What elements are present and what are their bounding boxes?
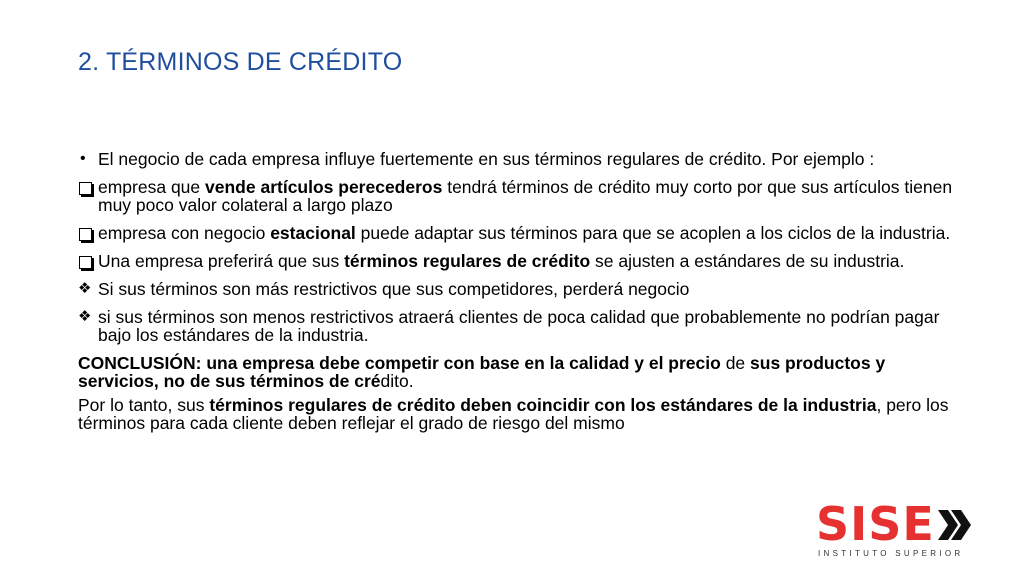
chevron-right-icon [938, 508, 972, 542]
item-bold-text: términos regulares de crédito [344, 251, 591, 271]
square-bullet-icon [78, 178, 98, 196]
item-text: tendrá términos de crédito muy corto por que sus artículos tienen muy poco valor colateral a largo plazo [98, 177, 953, 215]
conclusion-text-2: dito. [380, 371, 414, 391]
conclusion-text-1: de [720, 353, 751, 373]
diamond-item-restrictive [78, 280, 958, 298]
diamond-bullet-icon: ❖ [78, 308, 92, 325]
item-text: puede adaptar sus términos para que se acoplen a los ciclos de la industria. [355, 223, 951, 243]
item-text: se ajusten a estándares de su industria. [590, 251, 905, 271]
checkbox-item-standards [78, 252, 958, 270]
conclusion-bold-1: CONCLUSIÓN: una empresa debe competir con base en la calidad y el precio [78, 353, 721, 373]
item-text: empresa con negocio [98, 223, 271, 243]
logo-subtitle: INSTITUTO SUPERIOR [818, 549, 964, 558]
bullet-item [78, 150, 958, 168]
item-text: Si sus términos son más restrictivos que sus competidores, perderá negocio [98, 279, 690, 299]
final-bold: términos regulares de crédito deben coincidir con los estándares de la industria [209, 395, 877, 415]
conclusion-paragraph [78, 354, 958, 390]
slide-title: 2. TÉRMINOS DE CRÉDITO [78, 48, 403, 76]
item-text: si sus términos son menos restrictivos atraerá clientes de poca calidad que probablemente no podrían pagar bajo los estándares de la industria. [98, 307, 940, 345]
checkbox-item-seasonal [78, 224, 958, 242]
item-text: empresa que [98, 177, 206, 197]
final-text-2: , pero los términos para cada cliente deben reflejar el grado de riesgo del mismo [78, 395, 949, 433]
bullet-dot-icon: • [80, 150, 86, 167]
final-text-1: Por lo tanto, sus [78, 395, 210, 415]
diamond-item-less-restrictive [78, 308, 958, 344]
conclusion-bold-2: sus productos y servicios, no de sus términos de cré [78, 353, 886, 391]
item-bold-text: vende artículos perecederos [205, 177, 443, 197]
bullet-text: El negocio de cada empresa influye fuertemente en sus términos regulares de crédito. Por ejemplo : [98, 149, 875, 169]
checkbox-item-perishable [78, 178, 958, 214]
item-bold-text: estacional [270, 223, 356, 243]
diamond-bullet-icon: ❖ [78, 280, 92, 297]
final-paragraph [78, 396, 958, 432]
item-text: Una empresa preferirá que sus [98, 251, 345, 271]
square-bullet-icon [78, 252, 98, 270]
logo-wordmark: SISE [816, 497, 935, 551]
sise-logo [816, 497, 976, 560]
square-bullet-icon [78, 224, 98, 242]
slide-body [78, 150, 958, 438]
